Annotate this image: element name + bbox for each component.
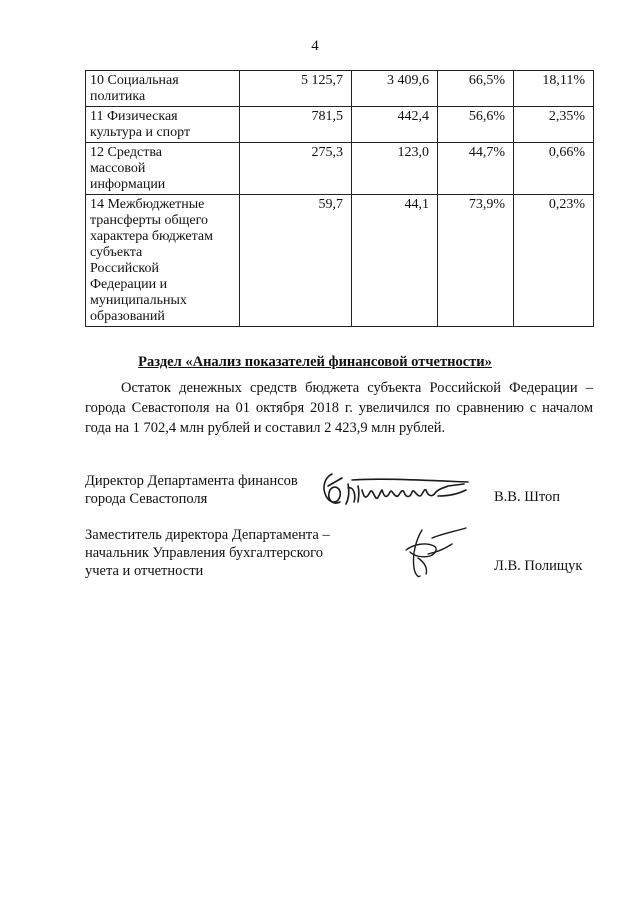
row-name-line: политика <box>90 89 146 104</box>
signatory-title-second <box>85 526 330 580</box>
row-name-cell <box>86 195 240 327</box>
row-name-cell <box>86 107 240 143</box>
signature-first-image <box>318 466 478 514</box>
table-row <box>86 107 594 143</box>
share-cell: 0,23% <box>514 195 594 327</box>
percent-cell: 66,5% <box>438 71 514 107</box>
row-name-line: 12 Средства <box>90 145 162 160</box>
plan-cell: 275,3 <box>240 143 352 195</box>
row-name-line: информации <box>90 177 166 192</box>
signatory-name-first: В.В. Штоп <box>494 489 561 505</box>
row-name-line: Федерации и <box>90 277 168 292</box>
actual-cell: 442,4 <box>352 107 438 143</box>
section-title: Раздел «Анализ показателей финансовой отчетности» <box>138 354 492 370</box>
row-name-line: 10 Социальная <box>90 73 179 88</box>
budget-table <box>85 70 594 327</box>
actual-cell: 123,0 <box>352 143 438 195</box>
signatory-title-line: Директор Департамента финансов <box>85 473 298 489</box>
row-name-cell <box>86 71 240 107</box>
row-name-line: Российской <box>90 261 159 276</box>
share-cell: 0,66% <box>514 143 594 195</box>
signatory-title-line: Заместитель директора Департамента – <box>85 527 330 543</box>
table-row <box>86 195 594 327</box>
signatory-title-line: учета и отчетности <box>85 563 204 579</box>
percent-cell: 44,7% <box>438 143 514 195</box>
signatory-title-line: начальник Управления бухгалтерского <box>85 545 324 561</box>
table-row <box>86 71 594 107</box>
row-name-line: характера бюджетам <box>90 229 213 244</box>
row-name-line: 14 Межбюджетные <box>90 197 205 212</box>
row-name-line: муниципальных <box>90 293 187 308</box>
signatory-name-second: Л.В. Полищук <box>494 558 583 574</box>
table-row <box>86 143 594 195</box>
row-name-line: культура и спорт <box>90 125 191 140</box>
signature-second-image <box>392 524 472 584</box>
plan-cell: 59,7 <box>240 195 352 327</box>
plan-cell: 781,5 <box>240 107 352 143</box>
share-cell: 2,35% <box>514 107 594 143</box>
actual-cell: 44,1 <box>352 195 438 327</box>
signatory-title-line: города Севастополя <box>85 491 208 507</box>
row-name-line: субъекта <box>90 245 143 260</box>
signatory-title-first <box>85 472 298 508</box>
page-number: 4 <box>311 38 319 54</box>
row-name-line: образований <box>90 309 165 324</box>
percent-cell: 56,6% <box>438 107 514 143</box>
body-paragraph: Остаток денежных средств бюджета субъекта Российской Федерации – города Севастополя на 01 октября 2018 г. увеличился по сравнению с началом года на 1 702,4 млн рублей и составил 2 423,9 млн рублей. <box>85 380 593 436</box>
percent-cell: 73,9% <box>438 195 514 327</box>
actual-cell: 3 409,6 <box>352 71 438 107</box>
row-name-cell <box>86 143 240 195</box>
row-name-line: массовой <box>90 161 146 176</box>
row-name-line: 11 Физическая <box>90 109 178 124</box>
share-cell: 18,11% <box>514 71 594 107</box>
plan-cell: 5 125,7 <box>240 71 352 107</box>
row-name-line: трансферты общего <box>90 213 209 228</box>
